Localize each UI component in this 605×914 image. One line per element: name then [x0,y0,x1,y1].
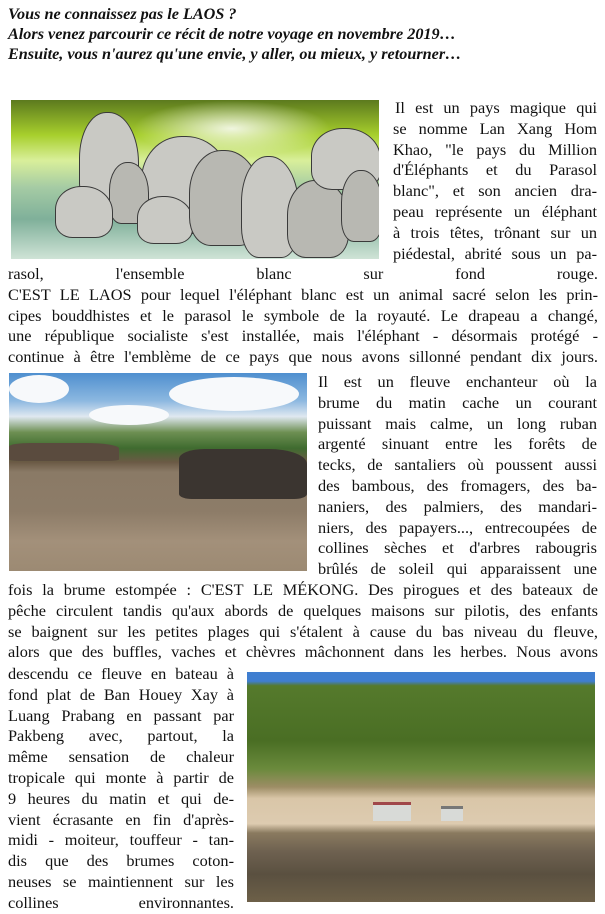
text-line: à trois têtes, trônant sur un [393,222,597,242]
text-line: Il est un pays magique qui [395,98,597,117]
intro-line-1: Vous ne connaissez pas le LAOS ? [8,5,237,23]
text-line: des bambous, des fromagers, des ba- [318,475,597,495]
text-line: cipes bouddhistes et le parasol le symbole de la royauté. Le drapeau a changé, [8,305,598,325]
text-line: dis que des brumes coton- [8,851,234,871]
text-line: même sensation de chaleur [8,747,234,767]
text-line: naniers, des palmiers, des mandari- [318,496,597,516]
text-line: midi - moiteur, touffeur - tan- [8,830,234,850]
mekong-river-photo [9,373,307,571]
text-line: tropicale qui monte à partir de [8,767,234,787]
section1-full-text [8,264,598,368]
text-line: puissant mais calme, un long ruban [318,413,597,433]
text-line: blanc", et son ancien dra- [393,181,597,201]
text-line: se nomme Lan Xang Hom [393,118,597,138]
text-line: 9 heures du matin et qui de- [8,788,234,808]
text-line: brûlés de soleil qui apparaissent une [318,559,597,579]
intro-line-3: Ensuite, vous n'aurez qu'une envie, y aller, ou mieux, y retourner… [8,45,462,63]
text-line: Luang Prabang en passant par [8,705,234,725]
text-line: rasol, l'ensemble blanc sur fond rouge. [8,264,598,283]
text-line: alors que des buffles, vaches et chèvres mâchonnent dans les herbes. Nous avons [8,642,598,662]
elephant-illustration-image [11,100,379,259]
text-line: piédestal, abrité sous un pa- [393,243,597,263]
mekong-beach-photo [247,672,595,902]
text-line: argenté sinuant entre les forêts de [318,434,597,454]
text-line: pêche circulent tandis qu'aux abords de quelques maisons sur pilotis, des enfants [8,600,598,620]
text-line: se baignent sur les petites plages qui s'étalent à cause du bas niveau du fleuve, [8,621,598,641]
text-line: collines sèches et d'arbres rabougris [318,538,597,558]
section2-full-text [8,580,598,663]
text-line: une république socialiste s'est installée, mais l'éléphant - désormais protégé - [8,326,598,346]
text-line: Khao, "le pays du Million [393,139,597,159]
text-line: continue à être l'emblème de ce pays que nous avons sillonné pendant dix jours. [8,347,598,367]
text-line: descendu ce fleuve en bateau à [8,664,234,683]
text-line: d'Éléphants et du Parasol [393,160,597,180]
text-line: fond plat de Ban Houey Xay à [8,684,234,704]
intro-heading [8,4,603,64]
section3-side-text [8,664,234,914]
text-line: vient écrasante en fin d'après- [8,809,234,829]
text-line: tecks, de santaliers où poussent aussi [318,455,597,475]
section2-side-text [318,372,597,580]
intro-line-2: Alors venez parcourir ce récit de notre voyage en novembre 2019… [8,25,456,43]
text-line: fois la brume estompée : C'EST LE MÉKONG. Des pirogues et des bateaux de [8,580,598,599]
text-line: collines environnantes. [8,892,234,912]
text-line: brume du matin cache un courant [318,392,597,412]
section1-side-text [393,98,597,264]
text-line: neuses se maintiennent sur les [8,871,234,891]
text-line: niers, des papayers..., entrecoupées de [318,517,597,537]
text-line: C'EST LE LAOS pour lequel l'éléphant blanc est un animal sacré selon les prin- [8,284,598,304]
text-line: peau représente un éléphant [393,201,597,221]
text-line: Pakbeng avec, partout, la [8,726,234,746]
text-line: Il est un fleuve enchanteur où la [318,372,597,391]
